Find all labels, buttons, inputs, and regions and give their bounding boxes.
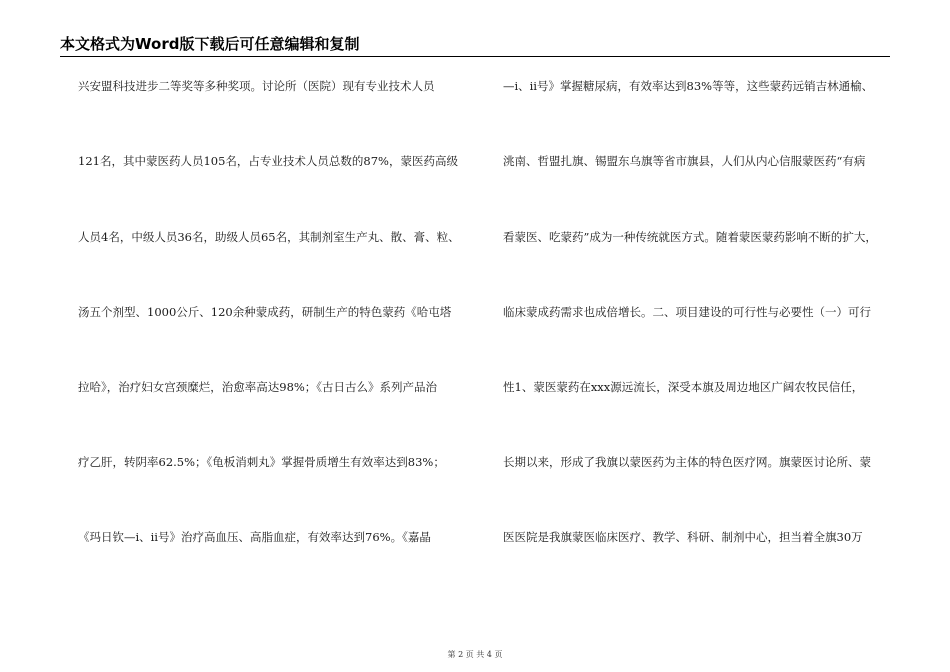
header-title: 本文格式为Word版下载后可任意编辑和复制 xyxy=(60,35,360,53)
text-line: 兴安盟科技进步二等奖等多种奖项。讨论所（医院）现有专业技术人员 xyxy=(78,79,435,93)
text-line: 汤五个剂型、1000公斤、120余种蒙成药，研制生产的特色蒙药《哈屯塔 xyxy=(78,305,452,319)
text-line: 疗乙肝，转阴率62.5%；《龟板消刺丸》掌握骨质增生有效率达到83%； xyxy=(78,455,445,469)
text-line: —ⅰ、ⅱ号》掌握糖尿病，有效率达到83%等等，这些蒙药远销吉林通榆、 xyxy=(503,79,874,93)
text-line: 看蒙医、吃蒙药”成为一种传统就医方式。随着蒙医蒙药影响不断的扩大， xyxy=(503,230,877,244)
page-header xyxy=(60,30,890,57)
text-line: 人员4名，中级人员36名，助级人员65名，其制剂室生产丸、散、膏、粒、 xyxy=(78,230,460,244)
text-line: 《玛日钦—ⅰ、ⅱ号》治疗高血压、高脂血症，有效率达到76%。《嘉晶 xyxy=(78,530,431,544)
text-line: 长期以来，形成了我旗以蒙医药为主体的特色医疗网。旗蒙医讨论所、蒙 xyxy=(503,455,871,469)
text-line: 洮南、哲盟扎旗、锡盟东乌旗等省市旗县，人们从内心信服蒙医药“有病 xyxy=(503,154,866,168)
text-line: 临床蒙成药需求也成倍增长。二、项目建设的可行性与必要性（一）可行 xyxy=(503,305,871,319)
page-footer: 第 2 页 共 4 页 xyxy=(447,650,503,659)
text-line: 性1、蒙医蒙药在xxx源远流长，深受本旗及周边地区广阔农牧民信任， xyxy=(503,380,864,394)
text-line: 拉哈》，治疗妇女宫颈糜烂，治愈率高达98%；《古日古么》系列产品治 xyxy=(78,380,438,394)
text-line: 医医院是我旗蒙医临床医疗、教学、科研、制剂中心，担当着全旗30万 xyxy=(503,530,863,544)
text-line: 121名，其中蒙医药人员105名，占专业技术人员总数的87%，蒙医药高级 xyxy=(78,154,458,168)
